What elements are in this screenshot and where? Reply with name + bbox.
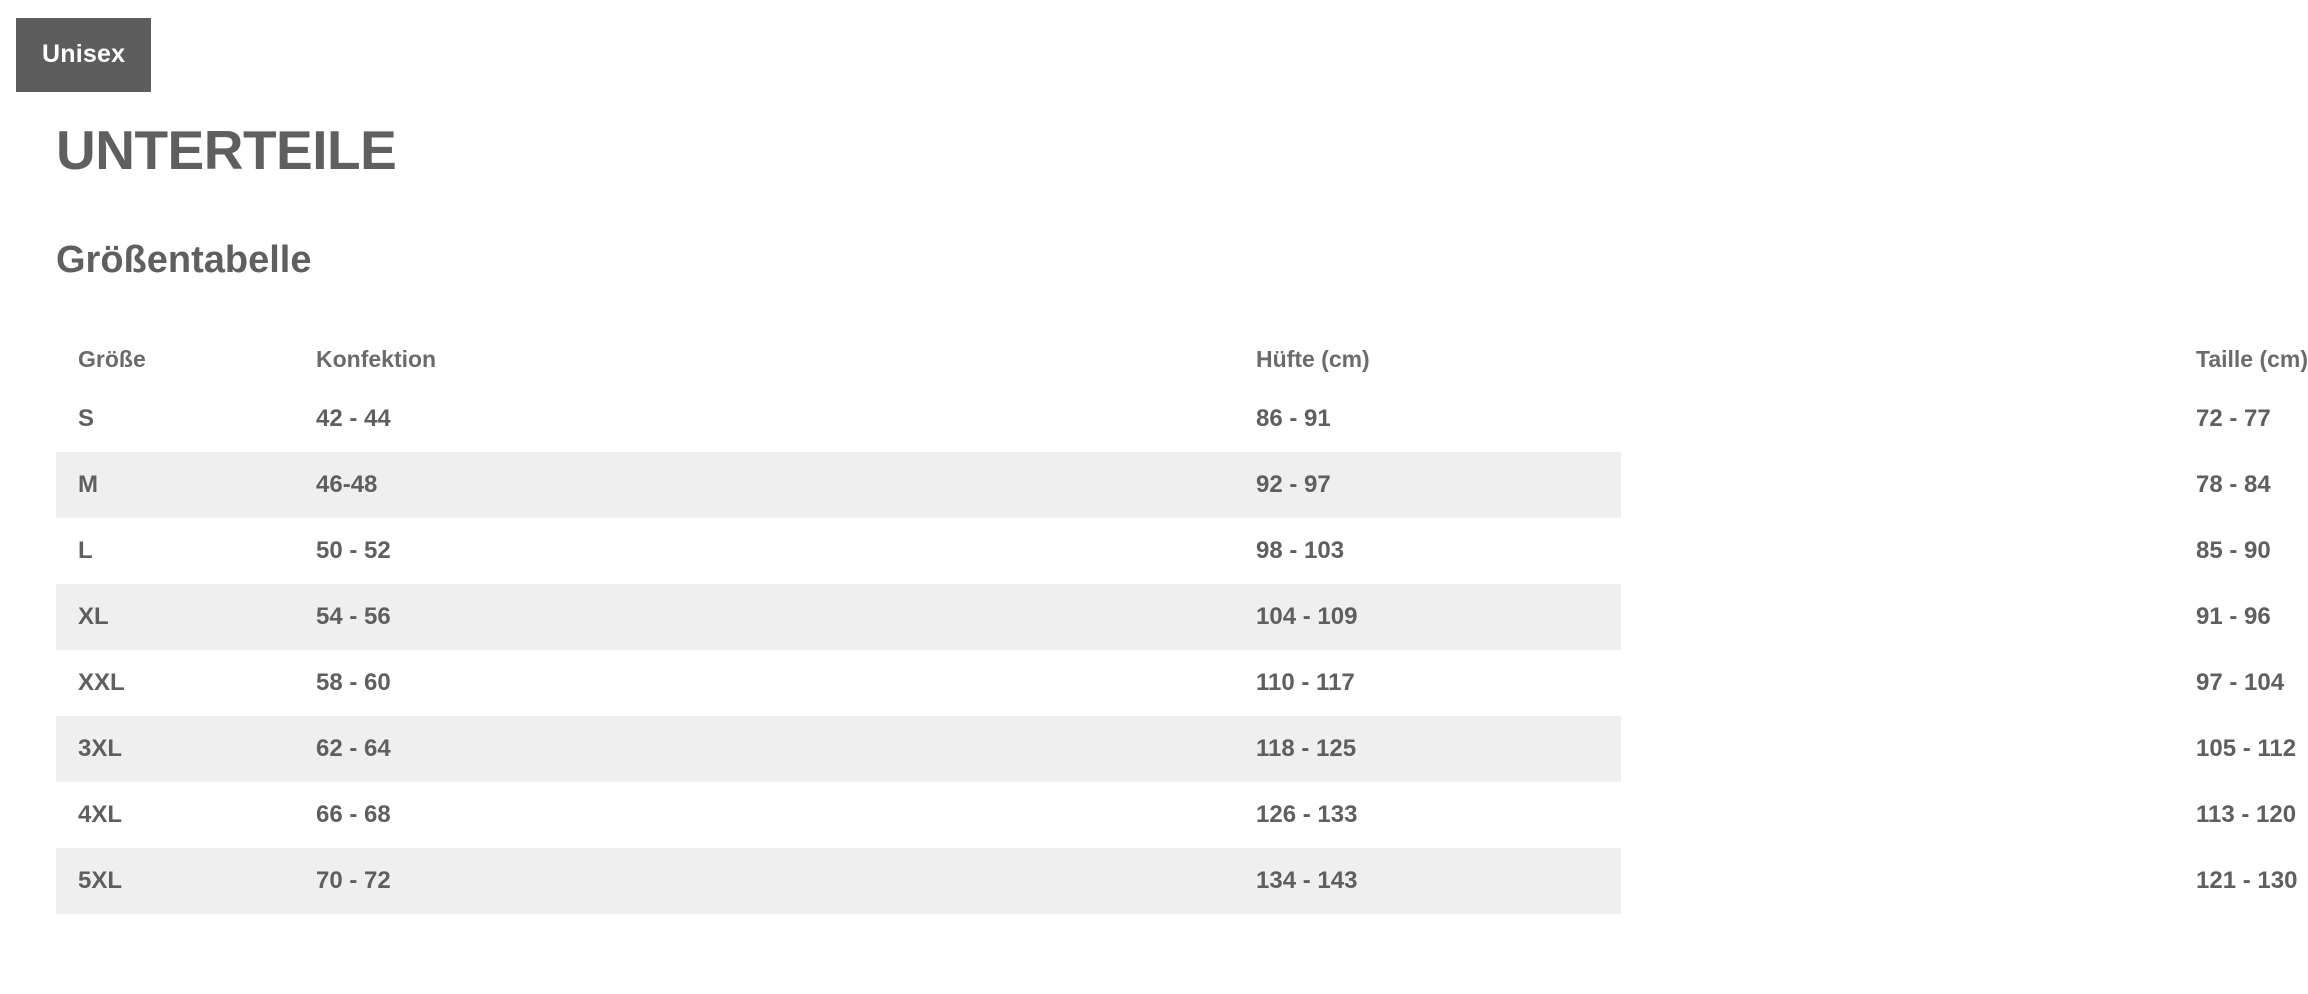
cell-konfektion: 66 - 68	[316, 800, 391, 828]
cell-size: XXL	[78, 668, 125, 696]
cell-size: S	[78, 404, 95, 432]
cell-konfektion: 54 - 56	[316, 602, 391, 630]
section-heading: Größentabelle	[56, 238, 312, 281]
cell-konfektion: 62 - 64	[316, 734, 391, 762]
table-row	[56, 716, 1621, 782]
cell-huefte: 104 - 109	[1256, 602, 1358, 630]
cell-size: 4XL	[78, 800, 123, 828]
cell-taille: 72 - 77	[2196, 404, 2271, 432]
cell-size: 5XL	[78, 866, 123, 894]
cell-taille: 97 - 104	[2196, 668, 2285, 696]
cell-konfektion: 46-48	[316, 470, 378, 498]
size-table	[56, 334, 2308, 914]
cell-huefte: 98 - 103	[1256, 536, 1345, 564]
table-row	[56, 518, 1621, 584]
table-header-row	[56, 334, 1621, 386]
cell-size: XL	[78, 602, 109, 630]
cell-taille: 85 - 90	[2196, 536, 2271, 564]
content-area	[56, 119, 2308, 914]
cell-konfektion: 50 - 52	[316, 536, 391, 564]
table-row	[56, 452, 1621, 518]
table-row	[56, 386, 1621, 452]
column-header-konfektion: Konfektion	[316, 346, 437, 373]
cell-taille: 121 - 130	[2196, 866, 2298, 894]
cell-huefte: 126 - 133	[1256, 800, 1358, 828]
cell-taille: 105 - 112	[2196, 734, 2297, 762]
cell-taille: 78 - 84	[2196, 470, 2271, 498]
table-body	[56, 386, 2298, 914]
table-row	[56, 848, 1621, 914]
table-row	[56, 782, 1621, 848]
cell-huefte: 92 - 97	[1256, 470, 1331, 498]
cell-huefte: 118 - 125	[1256, 734, 1357, 762]
column-header-size: Größe	[78, 346, 146, 373]
table-row	[56, 650, 1621, 716]
cell-size: L	[78, 536, 93, 564]
table-row	[56, 584, 1621, 650]
category-badge: Unisex	[16, 18, 151, 92]
cell-konfektion: 42 - 44	[316, 404, 391, 432]
column-header-huefte: Hüfte (cm)	[1256, 346, 1370, 373]
table-header	[56, 334, 2308, 386]
cell-huefte: 134 - 143	[1256, 866, 1358, 894]
column-header-taille: Taille (cm)	[2196, 346, 2308, 373]
cell-taille: 91 - 96	[2196, 602, 2271, 630]
cell-konfektion: 70 - 72	[316, 866, 391, 894]
cell-size: M	[78, 470, 98, 498]
cell-taille: 113 - 120	[2196, 800, 2297, 828]
cell-size: 3XL	[78, 734, 123, 762]
cell-huefte: 110 - 117	[1256, 668, 1355, 696]
page-title: UNTERTEILE	[56, 119, 397, 181]
cell-huefte: 86 - 91	[1256, 404, 1331, 432]
cell-konfektion: 58 - 60	[316, 668, 391, 696]
